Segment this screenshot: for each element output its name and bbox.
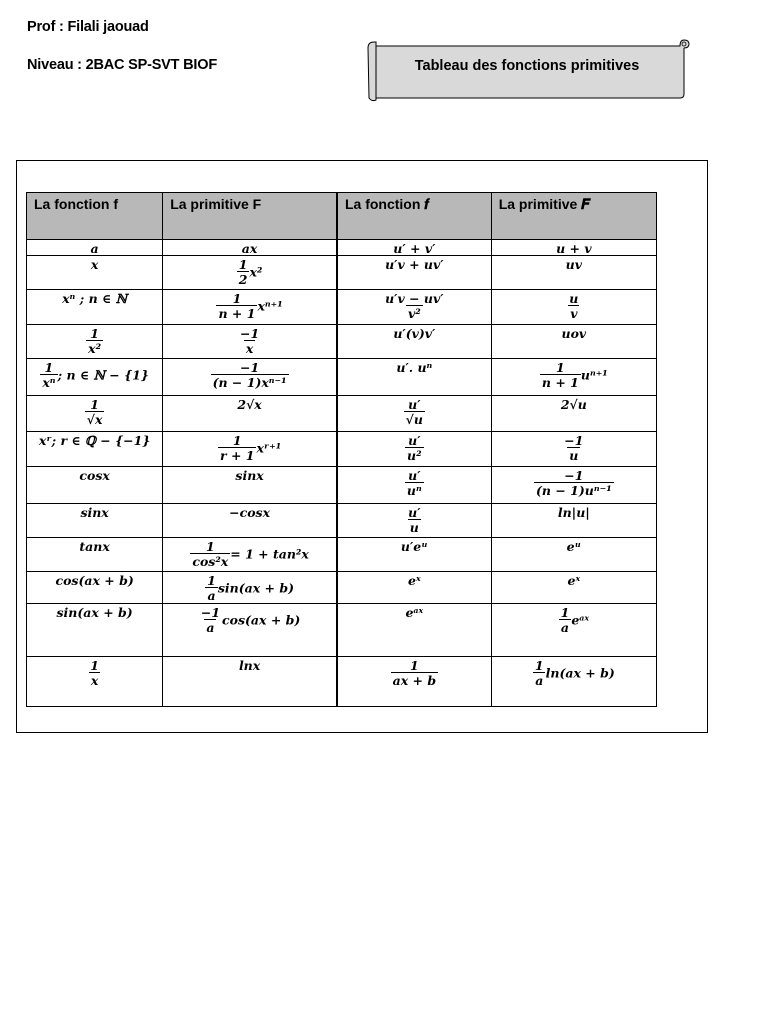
fraction-numerator: u′ <box>408 468 421 484</box>
table-header-row <box>27 193 657 240</box>
fraction <box>391 659 438 687</box>
fraction-numerator: 1 <box>560 605 570 621</box>
fraction-denominator: u <box>409 520 419 536</box>
table-row <box>27 359 657 396</box>
fraction-numerator: u′ <box>408 433 421 449</box>
math-expression: u′(v)v′ <box>393 326 436 342</box>
table-cell <box>27 256 163 290</box>
table-cell <box>337 432 491 467</box>
math-expression: uv <box>565 257 583 273</box>
table-cell <box>27 572 163 604</box>
table-row <box>27 256 657 290</box>
table-cell <box>27 359 163 396</box>
table-cell <box>163 604 337 657</box>
table-cell <box>163 572 337 604</box>
teacher-name: Prof : Filali jaouad <box>27 19 149 35</box>
fraction <box>559 606 572 634</box>
table-cell <box>337 256 491 290</box>
table-row <box>27 396 657 432</box>
fraction <box>406 506 422 534</box>
table-cell <box>163 290 337 325</box>
math-expression: u + v <box>556 241 592 256</box>
table-row <box>27 657 657 707</box>
table-cell <box>491 604 656 657</box>
fraction-denominator: √x <box>86 412 103 428</box>
table-cell <box>491 432 656 467</box>
table-cell <box>27 538 163 572</box>
math-expression-tail: xʳ⁺¹ <box>256 440 282 456</box>
fraction <box>86 327 103 355</box>
fraction-denominator: v <box>570 306 578 322</box>
primitives-table <box>26 192 657 707</box>
fraction-numerator: −1 <box>240 326 260 342</box>
math-expression: lnx <box>238 658 261 674</box>
table-cell <box>491 359 656 396</box>
table-row <box>27 432 657 467</box>
class-level: Niveau : 2BAC SP-SVT BIOF <box>27 57 217 73</box>
fraction <box>88 659 101 687</box>
table-row <box>27 604 657 657</box>
table-cell <box>337 572 491 604</box>
math-expression: ln|u| <box>557 505 590 521</box>
fraction <box>567 292 580 320</box>
math-expression-tail: ln(ax + b) <box>545 665 615 681</box>
table-cell <box>27 396 163 432</box>
fraction-denominator: (n − 1)uⁿ⁻¹ <box>536 483 612 499</box>
table-row <box>27 572 657 604</box>
table-cell <box>491 396 656 432</box>
table-cell <box>491 240 656 256</box>
fraction-numerator: −1 <box>564 433 584 449</box>
fraction-numerator: 1 <box>90 397 99 413</box>
math-expression: eˣ <box>567 573 581 589</box>
math-expression: −cosx <box>229 505 271 521</box>
math-expression-tail: eᵃˣ <box>571 612 590 628</box>
table-cell <box>27 657 163 707</box>
table-cell <box>491 572 656 604</box>
table-cell <box>27 504 163 538</box>
table-row <box>27 240 657 256</box>
fraction-numerator: 1 <box>44 360 54 376</box>
fraction <box>404 398 425 426</box>
fraction-denominator: x² <box>88 341 102 357</box>
math-expression: ax <box>241 241 258 256</box>
table-row <box>27 467 657 504</box>
math-expression: 2√u <box>560 397 587 413</box>
table-cell <box>163 467 337 504</box>
header-primitive-F: La primitive F <box>163 193 337 240</box>
fraction-denominator: v² <box>407 306 421 322</box>
fraction <box>190 540 230 568</box>
math-expression: eᵃˣ <box>405 605 424 621</box>
table-cell <box>27 432 163 467</box>
table-cell <box>27 240 163 256</box>
fraction-numerator: 1 <box>409 658 419 674</box>
fraction-numerator: 1 <box>238 257 248 273</box>
math-expression: sin(ax + b) <box>56 605 133 621</box>
math-expression: x <box>90 257 99 273</box>
fraction-denominator: n + 1 <box>541 375 579 391</box>
fraction-denominator: a <box>560 620 570 636</box>
table-cell <box>163 538 337 572</box>
header-function-f: La fonction f <box>27 193 163 240</box>
math-expression-tail: uⁿ⁺¹ <box>580 367 608 383</box>
table-cell <box>337 657 491 707</box>
fraction-numerator: 1 <box>205 539 215 555</box>
fraction <box>405 469 424 497</box>
fraction <box>238 327 261 355</box>
table-cell <box>337 290 491 325</box>
table-row <box>27 538 657 572</box>
math-expression: xʳ; r ∈ ℚ − {−1} <box>38 433 151 449</box>
fraction-denominator: a <box>207 588 216 604</box>
fraction-numerator: −1 <box>200 605 221 621</box>
fraction-numerator: 1 <box>207 573 216 589</box>
fraction-numerator: 1 <box>534 658 544 674</box>
fraction-denominator: cos²x <box>192 554 229 570</box>
fraction-numerator: 1 <box>90 658 99 674</box>
fraction-denominator: 2 <box>238 272 248 288</box>
fraction-denominator: (n − 1)xⁿ⁻¹ <box>212 375 287 391</box>
table-cell <box>337 396 491 432</box>
fraction <box>562 434 585 462</box>
fraction-numerator: −1 <box>564 468 584 484</box>
fraction <box>540 361 581 389</box>
table-cell <box>337 538 491 572</box>
fraction-numerator: 1 <box>90 326 99 342</box>
fraction <box>237 258 250 286</box>
title-banner <box>362 38 692 104</box>
fraction-numerator: 1 <box>232 291 242 307</box>
table-cell <box>491 467 656 504</box>
table-cell <box>337 467 491 504</box>
math-expression: tanx <box>79 539 110 555</box>
table-cell <box>163 657 337 707</box>
fraction-denominator: u² <box>407 448 422 464</box>
math-expression: sinx <box>235 468 264 484</box>
table-cell <box>27 290 163 325</box>
fraction-denominator: x <box>90 673 99 689</box>
table-cell <box>491 290 656 325</box>
fraction <box>533 659 546 687</box>
fraction-denominator: x <box>245 341 254 357</box>
math-expression: xⁿ ; n ∈ ℕ <box>62 291 128 307</box>
table-cell <box>337 325 491 359</box>
math-expression: 2√x <box>237 397 262 413</box>
math-expression: u′ + v′ <box>393 241 436 256</box>
fraction-numerator: u′ <box>408 397 421 413</box>
fraction-denominator: uⁿ <box>406 483 422 499</box>
fraction <box>199 606 222 634</box>
math-expression: u′. uⁿ <box>396 360 433 376</box>
table-cell <box>163 256 337 290</box>
table-cell <box>491 325 656 359</box>
table-cell <box>27 467 163 504</box>
fraction-numerator: u′v − uv′ <box>385 291 444 307</box>
table-row <box>27 325 657 359</box>
table-cell <box>337 604 491 657</box>
table-cell <box>337 504 491 538</box>
table-cell <box>27 604 163 657</box>
table-cell <box>491 504 656 538</box>
table-row <box>27 290 657 325</box>
table-cell <box>163 396 337 432</box>
table-cell <box>163 359 337 396</box>
fraction-numerator: 1 <box>556 360 565 376</box>
math-expression-tail: x² <box>249 264 263 280</box>
math-expression-tail: = 1 + tan²x <box>230 546 309 562</box>
fraction-denominator: a <box>535 673 544 689</box>
table-cell <box>163 504 337 538</box>
fraction-denominator: n + 1 <box>218 306 256 322</box>
fraction <box>405 434 424 462</box>
table-cell <box>163 325 337 359</box>
table-cell <box>491 256 656 290</box>
math-expression: eᵘ <box>566 539 582 555</box>
math-expression-tail: xⁿ⁺¹ <box>257 298 283 314</box>
math-expression: eˣ <box>408 573 421 589</box>
fraction-denominator: xⁿ <box>42 375 56 391</box>
table-cell <box>337 240 491 256</box>
math-expression: sinx <box>80 505 109 521</box>
header-function-f-composite: La fonction 𝒇 <box>337 193 491 240</box>
fraction <box>216 292 257 320</box>
fraction-denominator: u <box>569 448 579 464</box>
fraction <box>218 434 256 462</box>
math-expression: uov <box>561 326 587 342</box>
fraction-numerator: 1 <box>232 433 242 449</box>
fraction <box>40 361 57 389</box>
table-row <box>27 504 657 538</box>
math-expression: u′v + uv′ <box>385 257 444 273</box>
math-expression-tail: ; n ∈ ℕ − {1} <box>57 367 149 383</box>
fraction-denominator: a <box>206 620 215 636</box>
header-primitive-F-composite: La primitive 𝑭 <box>491 193 656 240</box>
banner-title: Tableau des fonctions primitives <box>414 58 640 74</box>
table-cell <box>337 359 491 396</box>
fraction <box>205 574 218 602</box>
math-expression: cos(ax + b) <box>55 573 134 589</box>
math-expression: cosx <box>79 468 110 484</box>
fraction <box>383 292 445 320</box>
table-cell <box>491 657 656 707</box>
fraction <box>211 361 289 389</box>
fraction-numerator: −1 <box>240 360 260 376</box>
math-expression: u′eᵘ <box>400 539 428 555</box>
fraction-denominator: r + 1 <box>220 448 255 464</box>
fraction <box>534 469 614 497</box>
table-cell <box>491 538 656 572</box>
math-expression-tail: cos(ax + b) <box>222 612 301 628</box>
fraction-numerator: u′ <box>408 505 421 521</box>
table-cell <box>163 240 337 256</box>
fraction-denominator: ax + b <box>392 673 437 689</box>
math-expression-tail: sin(ax + b) <box>217 580 295 596</box>
math-expression: a <box>90 241 99 256</box>
fraction-numerator: u <box>569 291 579 307</box>
fraction-denominator: √u <box>405 412 423 428</box>
fraction <box>85 398 105 426</box>
table-cell <box>163 432 337 467</box>
table-cell <box>27 325 163 359</box>
